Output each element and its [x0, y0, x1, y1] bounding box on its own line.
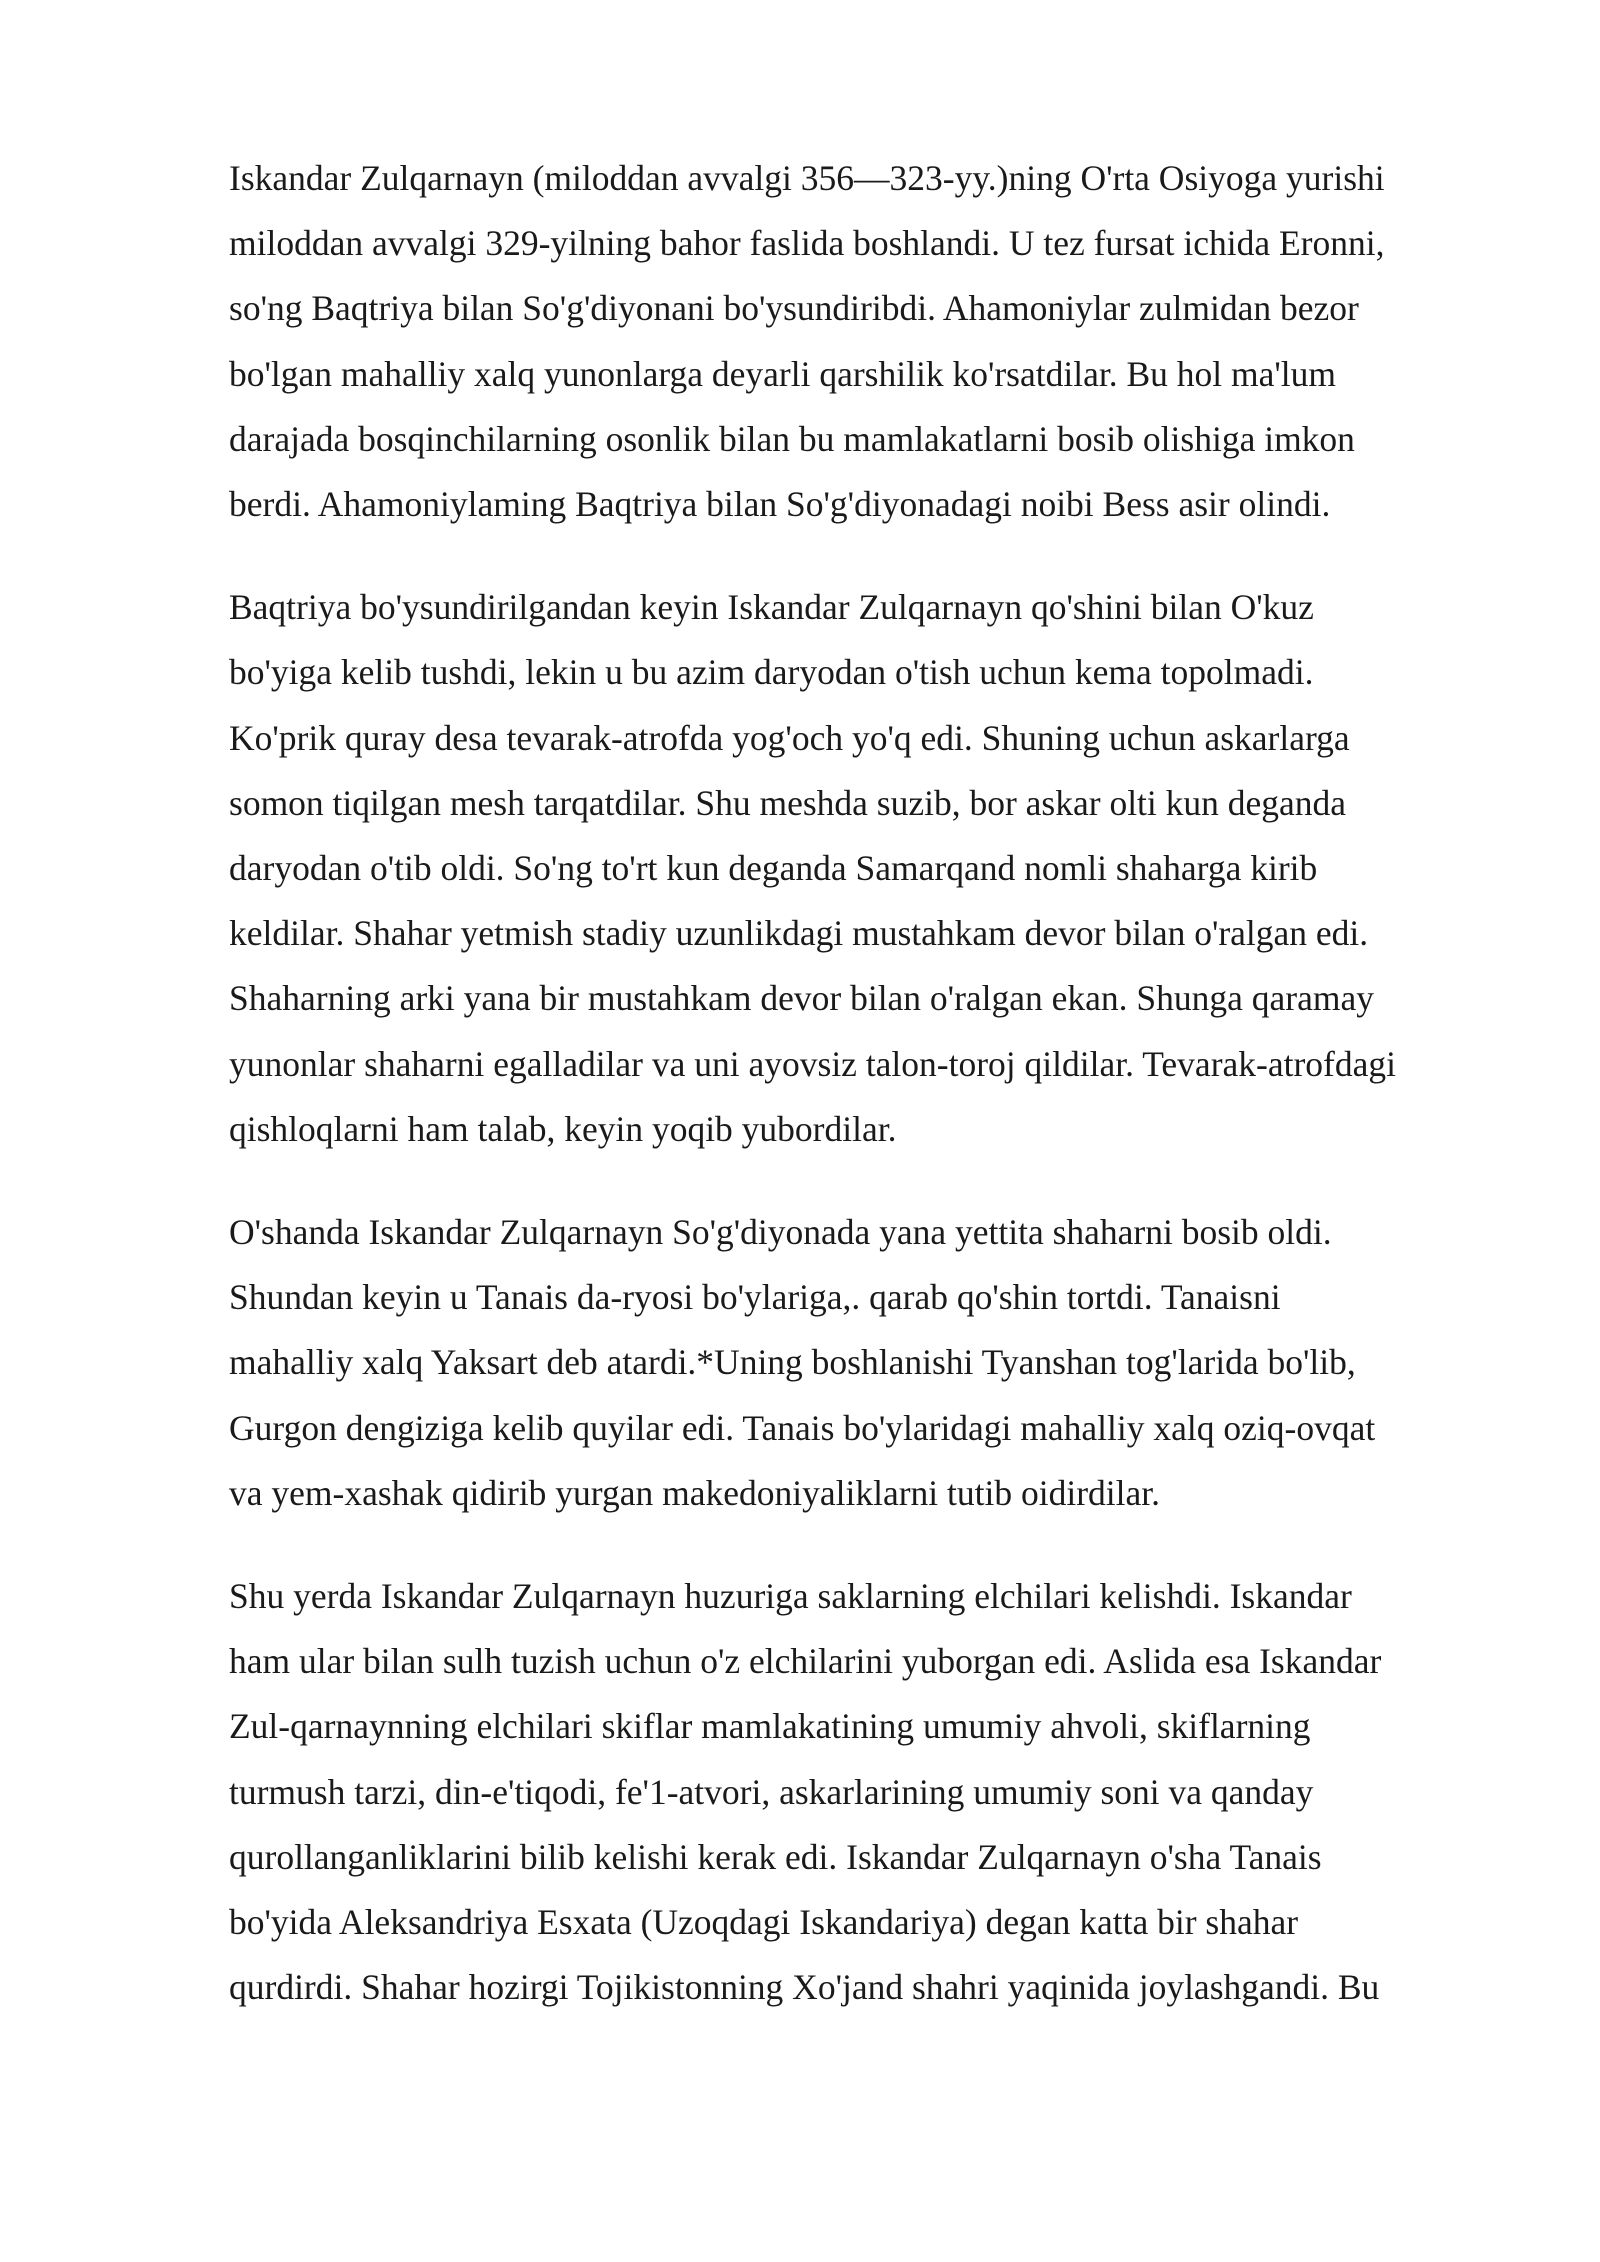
text-line: so'ng Baqtriya bilan So'g'diyonani bo'ysundiribdi. Ahamoniylar zulmidan bezor [229, 288, 1359, 329]
text-line: ham ular bilan sulh tuzish uchun o'z elchilarini yuborgan edi. Aslida esa Iskandar [229, 1641, 1382, 1682]
text-line: va yem-xashak qidirib yurgan makedoniyaliklarni tutib oidirdilar. [229, 1472, 1161, 1513]
paragraph-1 [229, 146, 1479, 537]
text-line: miloddan avvalgi 329-yilning bahor faslida boshlandi. U tez fursat ichida Eronni, [229, 223, 1385, 264]
text-line: Shu yerda Iskandar Zulqarnayn huzuriga saklarning elchilari kelishdi. Iskandar [229, 1576, 1352, 1617]
text-line: turmush tarzi, din-e'tiqodi, fe'1-atvori, askarlarining umumiy soni va qanday [229, 1771, 1314, 1812]
paragraph-3 [229, 1200, 1479, 1526]
text-line: Zul-qarnaynning elchilari skiflar mamlakatining umumiy ahvoli, skiflarning [229, 1706, 1311, 1747]
text-line: Gurgon dengiziga kelib quyilar edi. Tanais bo'ylaridagi mahalliy xalq oziq-ovqat [229, 1407, 1376, 1448]
text-line: yunonlar shaharni egalladilar va uni ayovsiz talon-toroj qildilar. Tevarak-atrofdagi [229, 1043, 1396, 1084]
text-line: mahalliy xalq Yaksart deb atardi.*Uning boshlanishi Tyanshan tog'larida bo'lib, [229, 1342, 1356, 1383]
text-line: Shaharning arki yana bir mustahkam devor bilan o'ralgan ekan. Shunga qaramay [229, 978, 1374, 1019]
text-line: Iskandar Zulqarnayn (miloddan avvalgi 356—323-yy.)ning O'rta Osiyoga yurishi [229, 158, 1385, 198]
text-line: keldilar. Shahar yetmish stadiy uzunlikdagi mustahkam devor bilan o'ralgan edi. [229, 913, 1369, 954]
document-body [229, 146, 1479, 2058]
text-line: somon tiqilgan mesh tarqatdilar. Shu meshda suzib, bor askar olti kun deganda [229, 782, 1347, 823]
text-line: bo'yida Aleksandriya Esxata (Uzoqdagi Iskandariya) degan katta bir shahar [229, 1902, 1299, 1943]
text-line: Baqtriya bo'ysundirilgandan keyin Iskandar Zulqarnayn qo'shini bilan O'kuz [229, 587, 1314, 628]
text-line: qurdirdi. Shahar hozirgi Tojikistonning Xo'jand shahri yaqinida joylashgandi. Bu [229, 1967, 1380, 2008]
text-line: Shundan keyin u Tanais da-ryosi bo'ylariga,. qarab qo'shin tortdi. Tanaisni [229, 1277, 1281, 1318]
text-line: daryodan o'tib oldi. So'ng to'rt kun deganda Samarqand nomli shaharga kirib [229, 848, 1318, 889]
text-line: qishloqlarni ham talab, keyin yoqib yubordilar. [229, 1108, 897, 1149]
text-line: qurollanganliklarini bilib kelishi kerak edi. Iskandar Zulqarnayn o'sha Tanais [229, 1836, 1322, 1877]
text-line: bo'yiga kelib tushdi, lekin u bu azim daryodan o'tish uchun kema topolmadi. [229, 652, 1314, 693]
text-line: bo'lgan mahalliy xalq yunonlarga deyarli qarshilik ko'rsatdilar. Bu hol ma'lum [229, 353, 1336, 394]
paragraph-4 [229, 1564, 1479, 2020]
paragraph-2 [229, 575, 1479, 1162]
text-line: darajada bosqinchilarning osonlik bilan bu mamlakatlarni bosib olishiga imkon [229, 418, 1355, 459]
text-line: berdi. Ahamoniylaming Baqtriya bilan So'g'diyonadagi noibi Bess asir olindi. [229, 484, 1331, 525]
text-line: O'shanda Iskandar Zulqarnayn So'g'diyonada yana yettita shaharni bosib oldi. [229, 1212, 1332, 1253]
text-line: Ko'prik quray desa tevarak-atrofda yog'och yo'q edi. Shuning uchun askarlarga [229, 717, 1350, 758]
